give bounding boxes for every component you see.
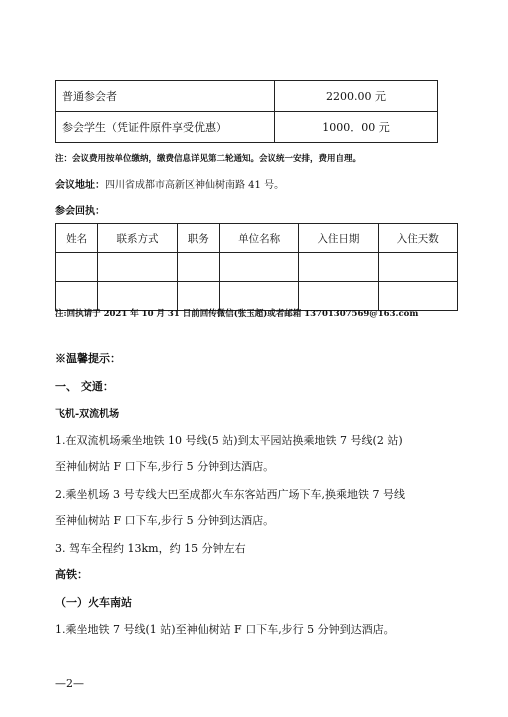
column-header: 入住天数 [378,224,457,253]
fee-label: 参会学生（凭证件原件享受优惠） [56,112,275,143]
table-cell [299,253,378,282]
rsvp-table [55,223,458,311]
tips-title: ※温馨提示： [55,352,121,365]
section-transport: 一、 交通： [55,380,114,393]
south-station-item-1: 1.乘坐地铁 7 号线(1 站)至神仙树站 F 口下车,步行 5 分钟到达酒店。 [55,623,395,636]
flight-item-3: 3. 驾车全程约 13km，约 15 分钟左右 [55,542,246,555]
table-cell [98,253,177,282]
column-header: 姓名 [56,224,98,253]
flight-title: 飞机-双流机场 [55,409,120,420]
table-cell [56,253,98,282]
table-cell [177,253,219,282]
table-header-row [56,224,458,253]
column-header: 入住日期 [299,224,378,253]
fee-price: 1000．00 元 [275,112,438,143]
table-cell [378,253,457,282]
address-value: 四川省成都市高新区神仙树南路 41 号。 [105,180,285,191]
flight-item-2-line-2: 至神仙树站 F 口下车,步行 5 分钟到达酒店。 [55,514,275,527]
south-station-title: （一）火车南站 [55,596,132,609]
table-row [56,253,458,282]
address-line [55,176,284,191]
address-label: 会议地址： [55,180,105,191]
flight-item-1-line-2: 至神仙树站 F 口下车,步行 5 分钟到达酒店。 [55,460,275,473]
flight-item-1-line-1: 1.在双流机场乘坐地铁 10 号线(5 站)到太平园站换乘地铁 7 号线(2 站) [55,434,403,447]
fee-label: 普通参会者 [56,81,275,112]
fee-note: 注：会议费用按单位缴纳，缴费信息详见第二轮通知。会议统一安排，费用自理。 [55,154,362,164]
column-header: 职务 [177,224,219,253]
rsvp-note: 注:回执请于 2021 年 10 月 31 日前回传微信(张玉超)或者邮箱 13701307569@163.com [55,309,419,319]
fee-price: 2200.00 元 [275,81,438,112]
rail-title: 高铁： [55,568,88,581]
fee-table [55,80,438,143]
page-number: —2— [55,677,84,690]
table-row [56,112,438,143]
column-header: 单位名称 [219,224,298,253]
column-header: 联系方式 [98,224,177,253]
rsvp-title: 参会回执： [55,206,105,217]
table-row [56,81,438,112]
table-cell [219,253,298,282]
flight-item-2-line-1: 2.乘坐机场 3 号专线大巴至成都火车东客站西广场下车,换乘地铁 7 号线 [55,488,405,501]
